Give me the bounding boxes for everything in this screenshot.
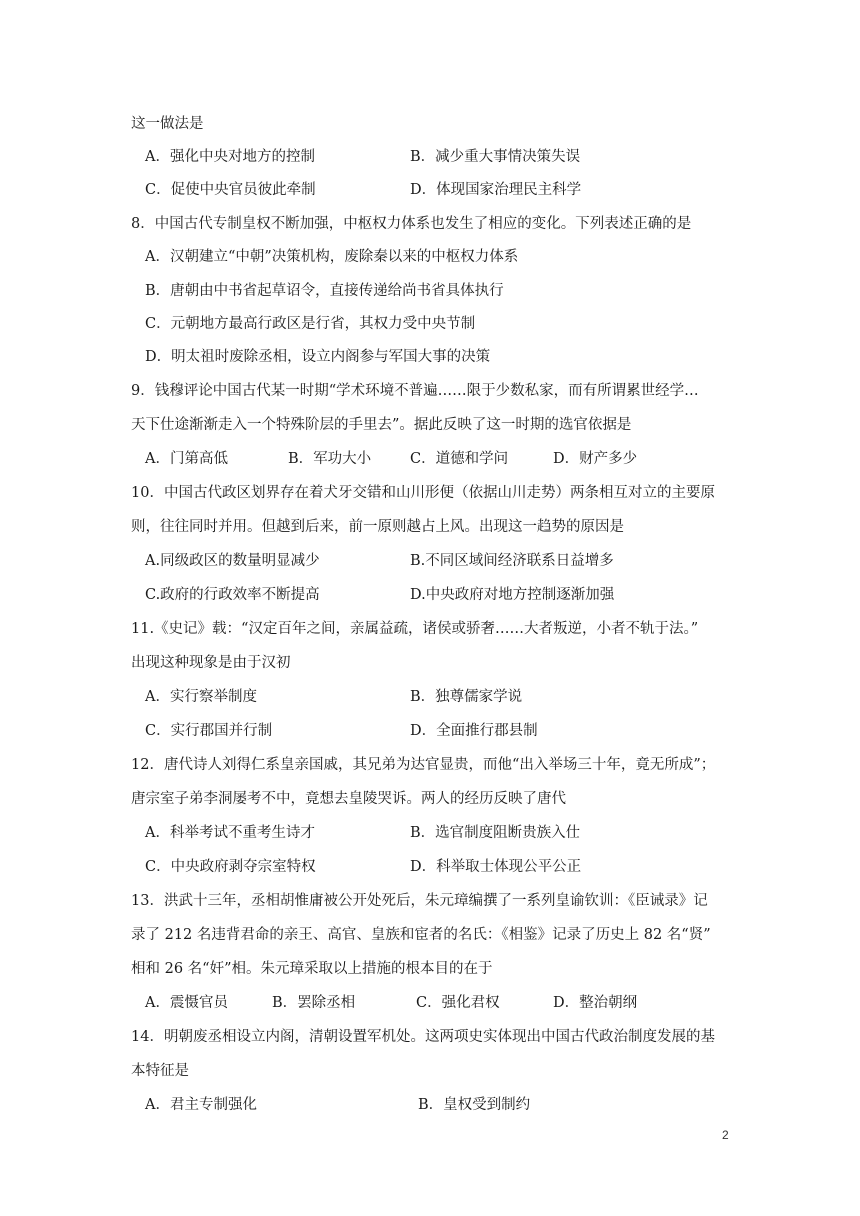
q8-option-d: D．明太祖时废除丞相，设立内阁参与军国大事的决策 [145,349,491,365]
page-number: 2 [722,1128,729,1142]
q14-stem-line1: 14．明朝废丞相设立内阁，清朝设置军机处。这两项史实体现出中国古代政治制度发展的基 [131,1029,715,1045]
q7-option-a: A．强化中央对地方的控制 [145,149,315,165]
q12-option-a: A．科举考试不重考生诗才 [145,825,315,841]
q10-option-b: B.不同区域间经济联系日益增多 [410,553,614,569]
q14-option-a: A．君主专制强化 [145,1097,257,1113]
q8-option-b: B．唐朝由中书省起草诏令，直接传递给尚书省具体执行 [145,283,504,299]
q14-option-b: B．皇权受到制约 [418,1097,531,1113]
q11-option-c: C．实行郡国并行制 [145,723,273,739]
q8-option-a: A．汉朝建立“中朝”决策机构，废除秦以来的中枢权力体系 [145,249,519,265]
q13-option-d: D．整治朝纲 [553,995,638,1011]
q8-stem: 8．中国古代专制皇权不断加强，中枢权力体系也发生了相应的变化。下列表述正确的是 [131,216,692,232]
q12-stem-line2: 唐宗室子弟李洞屡考不中，竟想去皇陵哭诉。两人的经历反映了唐代 [131,791,566,807]
q7-stem-end: 这一做法是 [131,116,204,132]
q9-option-a: A．门第高低 [145,451,228,467]
q8-option-c: C．元朝地方最高行政区是行省，其权力受中央节制 [145,316,476,332]
q11-stem-line1: 11.《史记》载：“汉定百年之间，亲属益疏，诸侯或骄奢……大者叛逆，小者不轨于法。” [131,621,699,637]
q10-option-c: C.政府的行政效率不断提高 [145,587,320,603]
q7-option-c: C．促使中央官员彼此牵制 [145,182,316,198]
q14-stem-line2: 本特征是 [131,1063,189,1079]
q9-option-b: B．军功大小 [288,451,372,467]
q9-option-d: D．财产多少 [553,451,638,467]
q13-option-a: A．震慑官员 [145,995,228,1011]
q7-option-d: D．体现国家治理民主科学 [410,182,582,198]
q10-option-d: D.中央政府对地方控制逐渐加强 [410,587,615,603]
q9-option-c: C．道德和学问 [410,451,509,467]
q9-stem-line2: 天下仕途渐渐走入一个特殊阶层的手里去”。据此反映了这一时期的选官依据是 [131,417,632,433]
q11-option-a: A．实行察举制度 [145,689,257,705]
q9-stem-line1: 9．钱穆评论中国古代某一时期“学术环境不普遍……限于少数私家，而有所谓累世经学… [131,383,699,399]
q7-option-b: B．减少重大事情决策失误 [410,149,581,165]
q13-stem-line3: 相和 26 名“奸”相。朱元璋采取以上措施的根本目的在于 [131,961,493,977]
q10-stem-line1: 10．中国古代政区划界存在着犬牙交错和山川形便（依据山川走势）两条相互对立的主要原 [131,485,715,501]
q13-option-b: B．罢除丞相 [272,995,356,1011]
q11-stem-line2: 出现这种现象是由于汉初 [131,655,291,671]
q12-option-c: C．中央政府剥夺宗室特权 [145,859,316,875]
q11-option-b: B．独尊儒家学说 [410,689,523,705]
q12-stem-line1: 12．唐代诗人刘得仁系皇亲国戚，其兄弟为达官显贵，而他“出入举场三十年，竟无所成”； [131,757,716,773]
q13-stem-line2: 录了 212 名违背君命的亲王、高官、皇族和宦者的名氏：《相鉴》记录了历史上 82 名“贤” [131,927,711,943]
q13-stem-line1: 13．洪武十三年，丞相胡惟庸被公开处死后，朱元璋编撰了一系列皇谕钦训：《臣诫录》记 [131,893,708,909]
q10-stem-line2: 则，往往同时并用。但越到后来，前一原则越占上风。出现这一趋势的原因是 [131,519,624,535]
q11-option-d: D．全面推行郡县制 [410,723,538,739]
q12-option-b: B．选官制度阻断贵族入仕 [410,825,581,841]
q10-option-a: A.同级政区的数量明显减少 [145,553,320,569]
q12-option-d: D．科举取士体现公平公正 [410,859,582,875]
q13-option-c: C．强化君权 [416,995,500,1011]
